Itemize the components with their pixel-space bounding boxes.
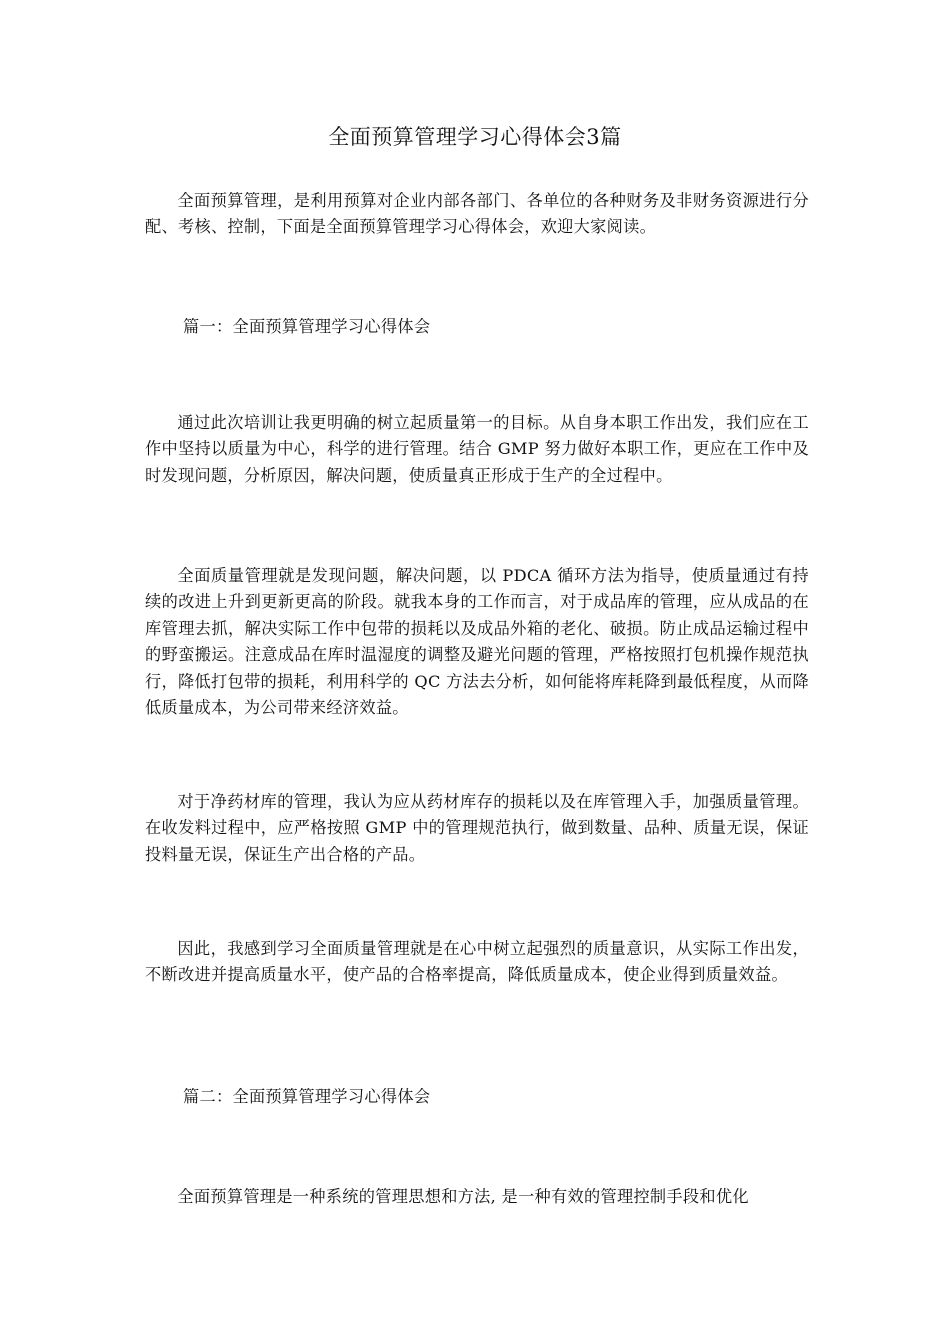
- intro-paragraph: 全面预算管理，是利用预算对企业内部各部门、各单位的各种财务及非财务资源进行分配、考核、控制，下面是全面预算管理学习心得体会，欢迎大家阅读。: [145, 191, 809, 237]
- section-1-paragraph: 对于净药材库的管理，我认为应从药材库存的损耗以及在库管理入手，加强质量管理。在收发料过程中，应严格按照 GMP 中的管理规范执行，做到数量、品种、质量无误，保证投料量无误，保证生产出合格的产品。: [145, 792, 809, 864]
- document-title: 全面预算管理学习心得体会3篇: [328, 125, 622, 149]
- section-2-heading: 篇二：全面预算管理学习心得体会: [183, 1087, 431, 1106]
- section-2-paragraph: 全面预算管理是一种系统的管理思想和方法, 是一种有效的管理控制手段和优化: [177, 1187, 749, 1206]
- section-1-paragraph: 因此，我感到学习全面质量管理就是在心中树立起强烈的质量意识，从实际工作出发，不断改进并提高质量水平，使产品的合格率提高，降低质量成本，使企业得到质量效益。: [145, 939, 809, 985]
- section-1-heading: 篇一：全面预算管理学习心得体会: [183, 317, 431, 336]
- section-1-paragraph: 全面质量管理就是发现问题，解决问题，以 PDCA 循环方法为指导，使质量通过有持续的改进上升到更新更高的阶段。就我本身的工作而言，对于成品库的管理，应从成品的在库管理去抓，解决实际工作中包带的损耗以及成品外箱的老化、破损。防止成品运输过程中的野蛮搬运。注意成品在库时温湿度的调整及避光问题的管理，严格按照打包机操作规范执行，降低打包带的损耗，利用科学的 QC 方法去分析，如何能将库耗降到最低程度，从而降低质量成本，为公司带来经济效益。: [145, 566, 809, 718]
- section-1-paragraph: 通过此次培训让我更明确的树立起质量第一的目标。从自身本职工作出发，我们应在工作中坚持以质量为中心，科学的进行管理。结合 GMP 努力做好本职工作，更应在工作中及时发现问题，分析原因，解决问题，使质量真正形成于生产的全过程中。: [145, 413, 809, 485]
